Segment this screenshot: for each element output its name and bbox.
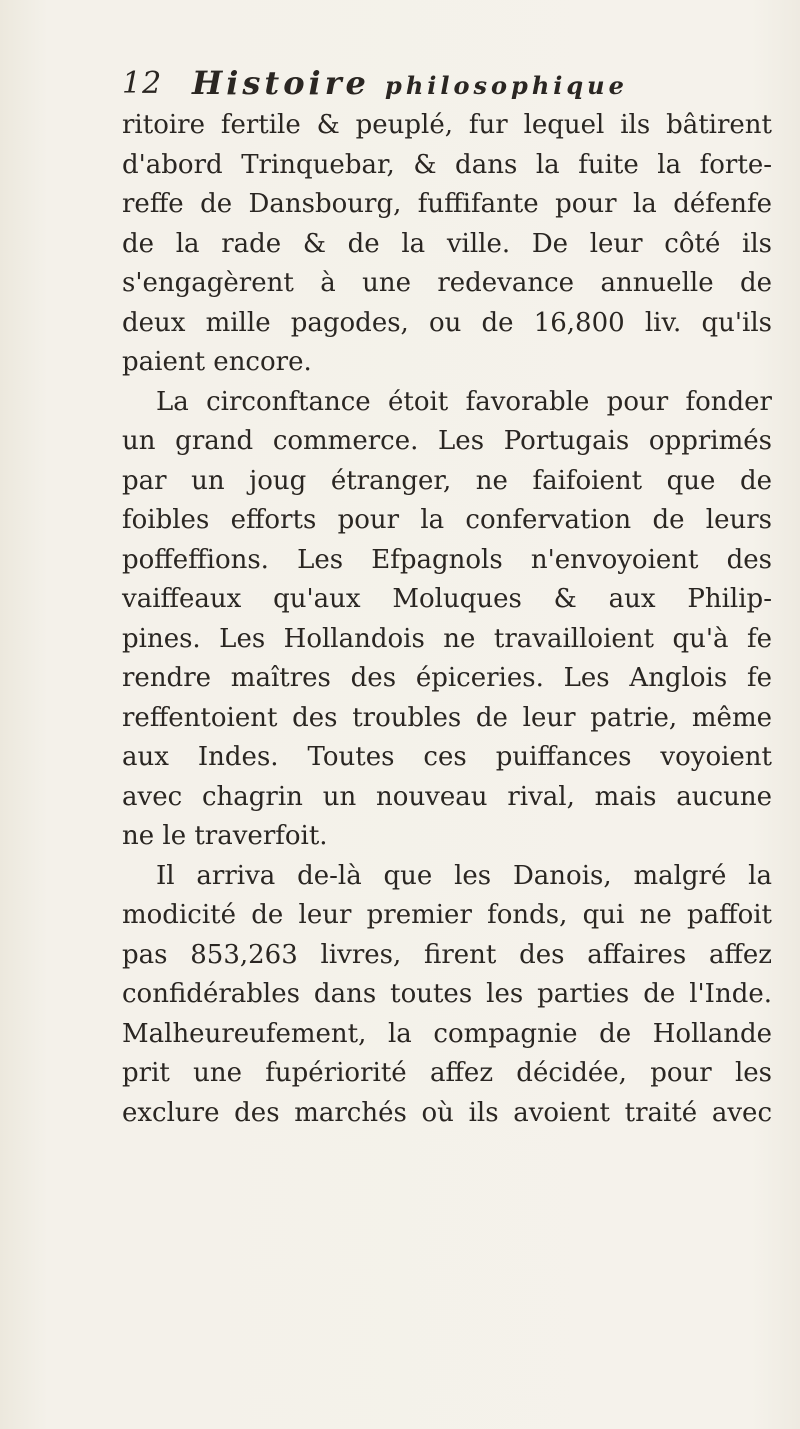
text-line: ritoire fertile & peuplé, fur lequel ils bâtirent — [122, 110, 772, 140]
text-line: avec chagrin un nouveau rival, mais aucune — [122, 781, 772, 812]
body-text — [122, 106, 772, 1133]
running-title-first: Histoire — [192, 64, 370, 102]
text-line: s'engagèrent à une redevance annuelle de — [122, 268, 772, 298]
page-header — [122, 62, 742, 102]
paragraph-start-line: Il arriva de-là que les Danois, malgré la — [156, 860, 772, 891]
text-line: un grand commerce. Les Portugais opprimés — [122, 426, 772, 456]
text-line: vaiffeaux qu'aux Moluques & aux Philip- — [122, 584, 772, 614]
text-line: exclure des marchés où ils avoient traité avec — [122, 1097, 772, 1128]
text-line: d'abord Trinquebar, & dans la fuite la forte- — [122, 149, 772, 180]
text-line: reffe de Dansbourg, fuffifante pour la défenfe — [122, 189, 772, 219]
text-line: foibles efforts pour la confervation de leurs — [122, 505, 772, 535]
text-line: poffeffions. Les Efpagnols n'envoyoient des — [122, 544, 772, 575]
text-line: paient encore. — [122, 347, 312, 377]
text-line: Malheureufement, la compagnie de Hollande — [122, 1018, 772, 1049]
text-line: rendre maîtres des épiceries. Les Anglois fe — [122, 663, 772, 693]
text-line: modicité de leur premier fonds, qui ne paffoit — [122, 900, 772, 930]
paragraph-start-line: La circonftance étoit favorable pour fonder — [156, 386, 772, 417]
text-line: pines. Les Hollandois ne travailloient qu'à fe — [122, 623, 772, 654]
running-title-second: philosophique — [385, 71, 628, 100]
text-line: prit une fupériorité affez décidée, pour les — [122, 1058, 772, 1088]
running-title — [192, 64, 628, 102]
text-line: de la rade & de la ville. De leur côté ils — [122, 228, 772, 259]
text-line: confidérables dans toutes les parties de l'Inde. — [122, 979, 772, 1009]
text-line: aux Indes. Toutes ces puiffances voyoient — [122, 742, 772, 772]
page-number: 12 — [122, 66, 163, 101]
text-line: ne le traverfoit. — [122, 821, 328, 851]
text-line: deux mille pagodes, ou de 16,800 liv. qu'ils — [122, 307, 772, 338]
text-line: pas 853,263 livres, firent des affaires affez — [122, 939, 772, 970]
text-line: par un joug étranger, ne faifoient que de — [122, 465, 772, 496]
text-line: reffentoient des troubles de leur patrie, même — [122, 702, 772, 733]
